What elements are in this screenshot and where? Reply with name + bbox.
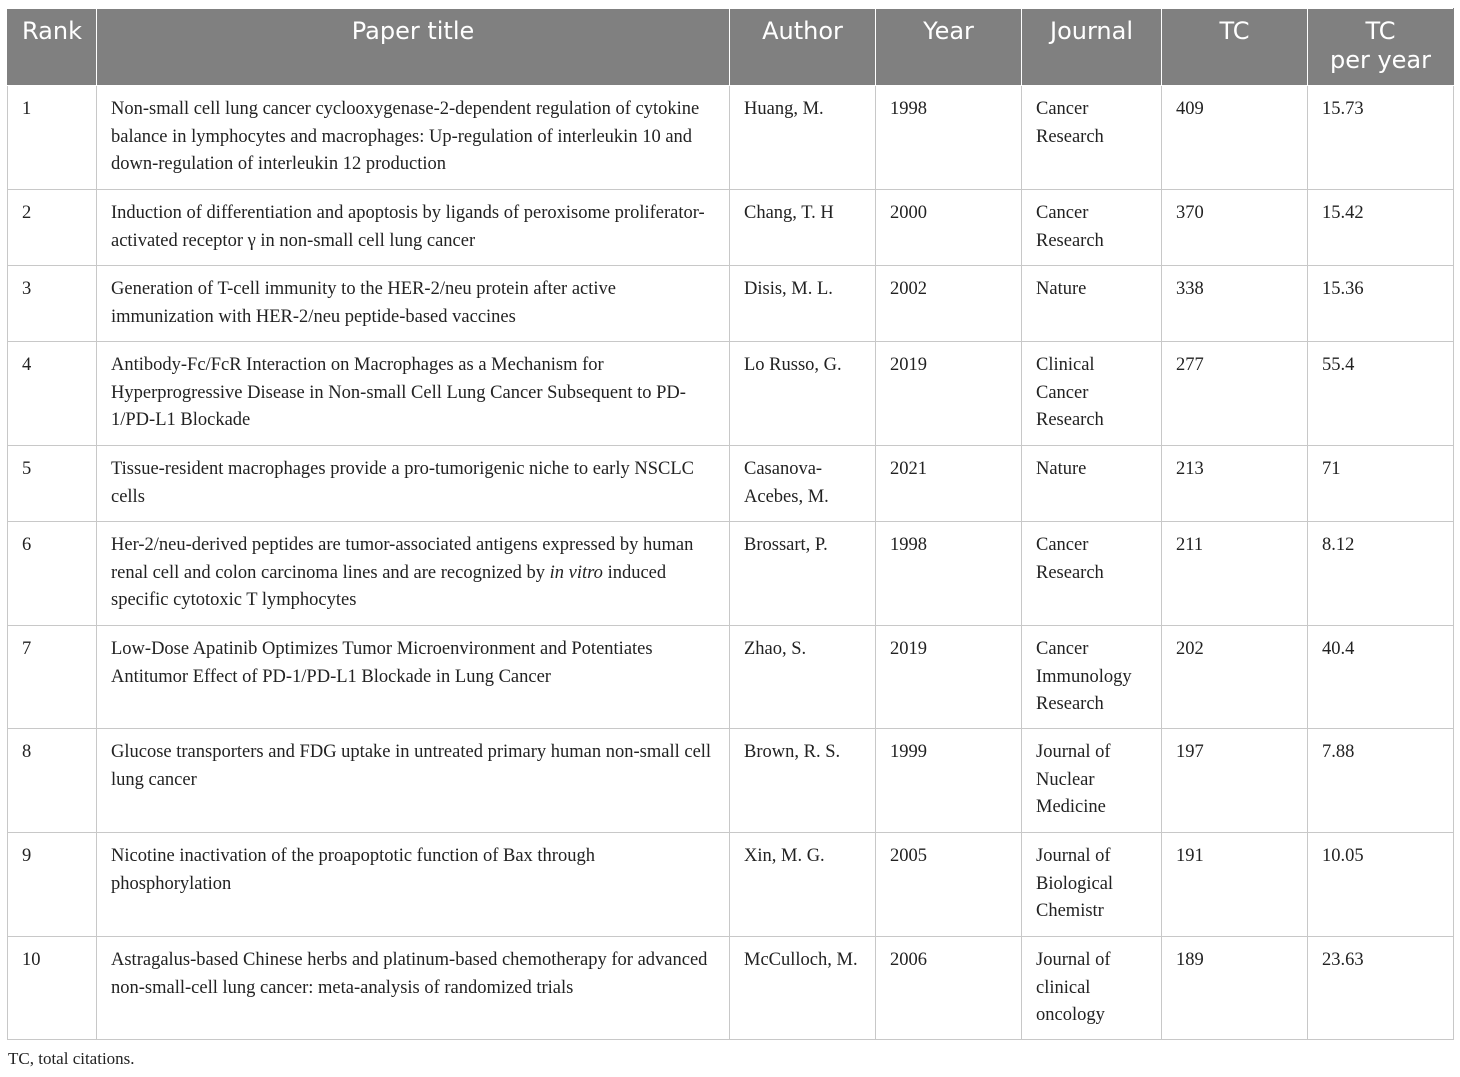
rank-cell: 7 — [8, 626, 97, 729]
tc-per-year-cell: 55.4 — [1308, 342, 1454, 446]
rank-cell: 6 — [8, 522, 97, 626]
tc-cell: 191 — [1162, 833, 1308, 937]
table-row — [8, 729, 1454, 833]
author-cell: McCulloch, M. — [730, 937, 876, 1040]
journal-cell: Nature — [1022, 446, 1162, 522]
author-cell: Brown, R. S. — [730, 729, 876, 833]
rank-cell: 1 — [8, 86, 97, 190]
year-cell: 2002 — [876, 266, 1022, 342]
author-cell: Disis, M. L. — [730, 266, 876, 342]
year-cell: 2005 — [876, 833, 1022, 937]
journal-cell: Cancer Research — [1022, 190, 1162, 266]
header-tc-per-year — [1308, 9, 1454, 86]
paper-title-cell: Non-small cell lung cancer cyclooxygenase-2-dependent regulation of cytokine balance in lymphocytes and macrophages: Up-regulation of interleukin 10 and down-regulation of interleukin 12 production — [97, 86, 730, 190]
tc-cell: 211 — [1162, 522, 1308, 626]
paper-title-cell: Astragalus-based Chinese herbs and platinum-based chemotherapy for advanced non-small-cell lung cancer: meta-analysis of randomized trials — [97, 937, 730, 1040]
tc-per-year-cell: 40.4 — [1308, 626, 1454, 729]
table-row — [8, 266, 1454, 342]
rank-cell: 4 — [8, 342, 97, 446]
table-row — [8, 937, 1454, 1040]
journal-cell: Cancer Research — [1022, 522, 1162, 626]
author-cell: Huang, M. — [730, 86, 876, 190]
table-footnote: TC, total citations. — [8, 1049, 135, 1068]
journal-cell: Clinical Cancer Research — [1022, 342, 1162, 446]
rank-cell: 5 — [8, 446, 97, 522]
journal-cell: Nature — [1022, 266, 1162, 342]
author-cell: Brossart, P. — [730, 522, 876, 626]
tc-cell: 409 — [1162, 86, 1308, 190]
rank-cell: 3 — [8, 266, 97, 342]
author-cell: Casanova-Acebes, M. — [730, 446, 876, 522]
year-cell: 1998 — [876, 86, 1022, 190]
tc-per-year-cell: 15.73 — [1308, 86, 1454, 190]
tc-per-year-cell: 15.36 — [1308, 266, 1454, 342]
header-rank: Rank — [8, 9, 97, 86]
journal-cell: Journal of Biological Chemistr — [1022, 833, 1162, 937]
tc-per-year-cell: 10.05 — [1308, 833, 1454, 937]
journal-cell: Cancer Immunology Research — [1022, 626, 1162, 729]
table-row — [8, 626, 1454, 729]
paper-title-cell: Antibody-Fc/FcR Interaction on Macrophages as a Mechanism for Hyperprogressive Disease in Non-small Cell Lung Cancer Subsequent to PD-1/PD-L1 Blockade — [97, 342, 730, 446]
author-cell: Zhao, S. — [730, 626, 876, 729]
tc-per-year-cell: 7.88 — [1308, 729, 1454, 833]
table-row — [8, 190, 1454, 266]
header-year: Year — [876, 9, 1022, 86]
tc-per-year-cell: 15.42 — [1308, 190, 1454, 266]
header-tc: TC — [1162, 9, 1308, 86]
header-row — [8, 9, 1454, 86]
paper-title-italic-part: in vitro — [549, 562, 603, 583]
paper-title-cell: Induction of differentiation and apoptosis by ligands of peroxisome proliferator-activated receptor γ in non-small cell lung cancer — [97, 190, 730, 266]
year-cell: 2019 — [876, 342, 1022, 446]
author-cell: Xin, M. G. — [730, 833, 876, 937]
tc-cell: 202 — [1162, 626, 1308, 729]
year-cell: 2006 — [876, 937, 1022, 1040]
paper-title-cell: Tissue-resident macrophages provide a pro-tumorigenic niche to early NSCLC cells — [97, 446, 730, 522]
year-cell: 1998 — [876, 522, 1022, 626]
table-row — [8, 86, 1454, 190]
rank-cell: 9 — [8, 833, 97, 937]
tc-cell: 370 — [1162, 190, 1308, 266]
citations-table-container — [7, 8, 1453, 1040]
tc-cell: 277 — [1162, 342, 1308, 446]
table-row — [8, 522, 1454, 626]
table-row — [8, 342, 1454, 446]
header-tc-per-year-line2: per year — [1329, 46, 1432, 74]
tc-cell: 213 — [1162, 446, 1308, 522]
citations-table — [7, 8, 1454, 1040]
tc-per-year-cell: 71 — [1308, 446, 1454, 522]
year-cell: 1999 — [876, 729, 1022, 833]
tc-cell: 338 — [1162, 266, 1308, 342]
table-row — [8, 446, 1454, 522]
year-cell: 2000 — [876, 190, 1022, 266]
header-paper-title: Paper title — [97, 9, 730, 86]
tc-cell: 197 — [1162, 729, 1308, 833]
journal-cell: Journal of Nuclear Medicine — [1022, 729, 1162, 833]
paper-title-cell: Low-Dose Apatinib Optimizes Tumor Microenvironment and Potentiates Antitumor Effect of PD-1/PD-L1 Blockade in Lung Cancer — [97, 626, 730, 729]
rank-cell: 10 — [8, 937, 97, 1040]
header-tc-per-year-line1: TC — [1365, 17, 1396, 45]
paper-title-cell — [97, 522, 730, 626]
paper-title-part: induced specific cytotoxic T lymphocytes — [111, 562, 667, 611]
author-cell: Lo Russo, G. — [730, 342, 876, 446]
paper-title-cell: Nicotine inactivation of the proapoptotic function of Bax through phosphorylation — [97, 833, 730, 937]
journal-cell: Cancer Research — [1022, 86, 1162, 190]
tc-cell: 189 — [1162, 937, 1308, 1040]
paper-title-part: Her-2/neu-derived peptides are tumor-associated antigens expressed by human renal cell and colon carcinoma lines and are recognized by — [111, 535, 694, 583]
paper-title-cell: Glucose transporters and FDG uptake in untreated primary human non-small cell lung cancer — [97, 729, 730, 833]
journal-cell: Journal of clinical oncology — [1022, 937, 1162, 1040]
header-journal: Journal — [1022, 9, 1162, 86]
rank-cell: 8 — [8, 729, 97, 833]
tc-per-year-cell: 23.63 — [1308, 937, 1454, 1040]
rank-cell: 2 — [8, 190, 97, 266]
tc-per-year-cell: 8.12 — [1308, 522, 1454, 626]
author-cell: Chang, T. H — [730, 190, 876, 266]
year-cell: 2021 — [876, 446, 1022, 522]
year-cell: 2019 — [876, 626, 1022, 729]
paper-title-cell: Generation of T-cell immunity to the HER-2/neu protein after active immunization with HER-2/neu peptide-based vaccines — [97, 266, 730, 342]
header-author: Author — [730, 9, 876, 86]
table-row — [8, 833, 1454, 937]
